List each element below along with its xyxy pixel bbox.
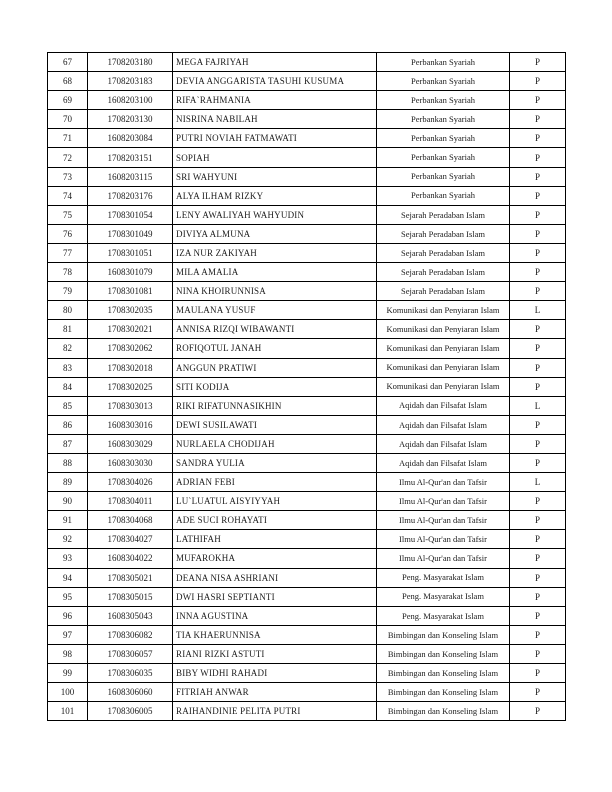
student-id-cell: 1708203130 xyxy=(88,110,173,129)
student-name-cell: BIBY WIDHI RAHADI xyxy=(173,664,377,683)
row-number-cell: 75 xyxy=(48,205,88,224)
student-name-cell: LATHIFAH xyxy=(173,530,377,549)
row-number-cell: 67 xyxy=(48,53,88,72)
row-number-cell: 73 xyxy=(48,167,88,186)
row-number-cell: 90 xyxy=(48,492,88,511)
program-cell: Aqidah dan Filsafat Islam xyxy=(377,415,510,434)
table-row xyxy=(48,625,566,644)
student-name-cell: DEANA NISA ASHRIANI xyxy=(173,568,377,587)
program-cell: Bimbingan dan Konseling Islam xyxy=(377,644,510,663)
gender-cell: P xyxy=(510,511,566,530)
student-name-cell: SOPIAH xyxy=(173,148,377,167)
student-id-cell: 1708203180 xyxy=(88,53,173,72)
gender-cell: P xyxy=(510,282,566,301)
gender-cell: P xyxy=(510,110,566,129)
student-name-cell: INNA AGUSTINA xyxy=(173,606,377,625)
student-id-cell: 1608203115 xyxy=(88,167,173,186)
gender-cell: P xyxy=(510,702,566,721)
student-id-cell: 1708302021 xyxy=(88,320,173,339)
table-row xyxy=(48,664,566,683)
gender-cell: P xyxy=(510,339,566,358)
student-name-cell: TIA KHAERUNNISA xyxy=(173,625,377,644)
table-row xyxy=(48,205,566,224)
table-row xyxy=(48,167,566,186)
program-cell: Bimbingan dan Konseling Islam xyxy=(377,683,510,702)
student-name-cell: MILA AMALIA xyxy=(173,263,377,282)
gender-cell: P xyxy=(510,91,566,110)
gender-cell: P xyxy=(510,148,566,167)
student-name-cell: DEWI SUSILAWATI xyxy=(173,415,377,434)
gender-cell: P xyxy=(510,205,566,224)
table-row xyxy=(48,377,566,396)
student-id-cell: 1708306005 xyxy=(88,702,173,721)
student-id-cell: 1708302025 xyxy=(88,377,173,396)
gender-cell: P xyxy=(510,644,566,663)
table-row xyxy=(48,358,566,377)
table-row xyxy=(48,511,566,530)
program-cell: Ilmu Al-Qur'an dan Tafsir xyxy=(377,473,510,492)
program-cell: Aqidah dan Filsafat Islam xyxy=(377,396,510,415)
table-row xyxy=(48,243,566,262)
gender-cell: P xyxy=(510,664,566,683)
student-name-cell: NURLAELA CHODIJAH xyxy=(173,434,377,453)
table-row xyxy=(48,148,566,167)
student-name-cell: ADRIAN FEBI xyxy=(173,473,377,492)
student-name-cell: RAIHANDINIE PELITA PUTRI xyxy=(173,702,377,721)
table-row xyxy=(48,53,566,72)
gender-cell: P xyxy=(510,492,566,511)
table-row xyxy=(48,91,566,110)
gender-cell: P xyxy=(510,568,566,587)
table-row xyxy=(48,568,566,587)
table-row xyxy=(48,415,566,434)
row-number-cell: 93 xyxy=(48,549,88,568)
program-cell: Peng. Masyarakat Islam xyxy=(377,568,510,587)
student-id-cell: 1708203176 xyxy=(88,186,173,205)
table-row xyxy=(48,683,566,702)
student-name-cell: NISRINA NABILAH xyxy=(173,110,377,129)
program-cell: Aqidah dan Filsafat Islam xyxy=(377,453,510,472)
student-id-cell: 1608301079 xyxy=(88,263,173,282)
row-number-cell: 72 xyxy=(48,148,88,167)
program-cell: Perbankan Syariah xyxy=(377,110,510,129)
program-cell: Perbankan Syariah xyxy=(377,72,510,91)
student-name-cell: RIFA`RAHMANIA xyxy=(173,91,377,110)
program-cell: Komunikasi dan Penyiaran Islam xyxy=(377,301,510,320)
student-id-cell: 1708302062 xyxy=(88,339,173,358)
gender-cell: P xyxy=(510,320,566,339)
table-row xyxy=(48,72,566,91)
student-name-cell: ANNISA RIZQI WIBAWANTI xyxy=(173,320,377,339)
table-row xyxy=(48,587,566,606)
student-id-cell: 1708306035 xyxy=(88,664,173,683)
table-row xyxy=(48,473,566,492)
gender-cell: P xyxy=(510,683,566,702)
student-name-cell: IZA NUR ZAKIYAH xyxy=(173,243,377,262)
program-cell: Aqidah dan Filsafat Islam xyxy=(377,434,510,453)
program-cell: Perbankan Syariah xyxy=(377,167,510,186)
table-body xyxy=(48,53,566,721)
program-cell: Sejarah Peradaban Islam xyxy=(377,205,510,224)
gender-cell: P xyxy=(510,167,566,186)
program-cell: Ilmu Al-Qur'an dan Tafsir xyxy=(377,492,510,511)
row-number-cell: 98 xyxy=(48,644,88,663)
program-cell: Bimbingan dan Konseling Islam xyxy=(377,664,510,683)
gender-cell: P xyxy=(510,243,566,262)
student-id-cell: 1608303016 xyxy=(88,415,173,434)
gender-cell: P xyxy=(510,625,566,644)
gender-cell: P xyxy=(510,263,566,282)
table-row xyxy=(48,453,566,472)
table-row xyxy=(48,110,566,129)
row-number-cell: 71 xyxy=(48,129,88,148)
row-number-cell: 86 xyxy=(48,415,88,434)
gender-cell: L xyxy=(510,473,566,492)
program-cell: Perbankan Syariah xyxy=(377,148,510,167)
student-id-cell: 1708302018 xyxy=(88,358,173,377)
table-row xyxy=(48,320,566,339)
program-cell: Sejarah Peradaban Islam xyxy=(377,282,510,301)
student-id-cell: 1708304011 xyxy=(88,492,173,511)
student-id-cell: 1708301051 xyxy=(88,243,173,262)
student-id-cell: 1708301054 xyxy=(88,205,173,224)
gender-cell: P xyxy=(510,53,566,72)
gender-cell: L xyxy=(510,301,566,320)
student-id-cell: 1608304022 xyxy=(88,549,173,568)
gender-cell: P xyxy=(510,453,566,472)
table-row xyxy=(48,301,566,320)
program-cell: Sejarah Peradaban Islam xyxy=(377,224,510,243)
row-number-cell: 100 xyxy=(48,683,88,702)
gender-cell: P xyxy=(510,358,566,377)
gender-cell: L xyxy=(510,396,566,415)
gender-cell: P xyxy=(510,186,566,205)
student-name-cell: MAULANA YUSUF xyxy=(173,301,377,320)
student-name-cell: DIVIYA ALMUNA xyxy=(173,224,377,243)
student-name-cell: FITRIAH ANWAR xyxy=(173,683,377,702)
student-name-cell: LU`LUATUL AISYIYYAH xyxy=(173,492,377,511)
student-name-cell: DWI HASRI SEPTIANTI xyxy=(173,587,377,606)
table-row xyxy=(48,434,566,453)
program-cell: Komunikasi dan Penyiaran Islam xyxy=(377,358,510,377)
student-name-cell: ALYA ILHAM RIZKY xyxy=(173,186,377,205)
table-row xyxy=(48,606,566,625)
student-name-cell: LENY AWALIYAH WAHYUDIN xyxy=(173,205,377,224)
program-cell: Sejarah Peradaban Islam xyxy=(377,263,510,282)
row-number-cell: 80 xyxy=(48,301,88,320)
gender-cell: P xyxy=(510,530,566,549)
row-number-cell: 89 xyxy=(48,473,88,492)
row-number-cell: 94 xyxy=(48,568,88,587)
student-id-cell: 1608203100 xyxy=(88,91,173,110)
row-number-cell: 99 xyxy=(48,664,88,683)
student-id-cell: 1708203183 xyxy=(88,72,173,91)
row-number-cell: 78 xyxy=(48,263,88,282)
student-name-cell: MEGA FAJRIYAH xyxy=(173,53,377,72)
student-id-cell: 1708203151 xyxy=(88,148,173,167)
row-number-cell: 97 xyxy=(48,625,88,644)
table-row xyxy=(48,282,566,301)
gender-cell: P xyxy=(510,129,566,148)
table-row xyxy=(48,339,566,358)
gender-cell: P xyxy=(510,377,566,396)
gender-cell: P xyxy=(510,549,566,568)
table-row xyxy=(48,396,566,415)
student-id-cell: 1608306060 xyxy=(88,683,173,702)
table-row xyxy=(48,702,566,721)
gender-cell: P xyxy=(510,72,566,91)
program-cell: Bimbingan dan Konseling Islam xyxy=(377,702,510,721)
program-cell: Ilmu Al-Qur'an dan Tafsir xyxy=(377,511,510,530)
program-cell: Sejarah Peradaban Islam xyxy=(377,243,510,262)
student-name-cell: SANDRA YULIA xyxy=(173,453,377,472)
row-number-cell: 95 xyxy=(48,587,88,606)
row-number-cell: 76 xyxy=(48,224,88,243)
row-number-cell: 83 xyxy=(48,358,88,377)
program-cell: Peng. Masyarakat Islam xyxy=(377,606,510,625)
student-id-cell: 1608305043 xyxy=(88,606,173,625)
table-row xyxy=(48,263,566,282)
program-cell: Ilmu Al-Qur'an dan Tafsir xyxy=(377,530,510,549)
program-cell: Komunikasi dan Penyiaran Islam xyxy=(377,339,510,358)
program-cell: Ilmu Al-Qur'an dan Tafsir xyxy=(377,549,510,568)
row-number-cell: 85 xyxy=(48,396,88,415)
row-number-cell: 68 xyxy=(48,72,88,91)
program-cell: Bimbingan dan Konseling Islam xyxy=(377,625,510,644)
student-id-cell: 1708305021 xyxy=(88,568,173,587)
gender-cell: P xyxy=(510,434,566,453)
student-id-cell: 1708304027 xyxy=(88,530,173,549)
table-row xyxy=(48,644,566,663)
student-roster-table xyxy=(47,52,566,721)
row-number-cell: 74 xyxy=(48,186,88,205)
student-id-cell: 1708304068 xyxy=(88,511,173,530)
student-name-cell: SRI WAHYUNI xyxy=(173,167,377,186)
student-id-cell: 1608303029 xyxy=(88,434,173,453)
row-number-cell: 91 xyxy=(48,511,88,530)
program-cell: Perbankan Syariah xyxy=(377,186,510,205)
student-name-cell: ROFIQOTUL JANAH xyxy=(173,339,377,358)
student-id-cell: 1708306057 xyxy=(88,644,173,663)
program-cell: Komunikasi dan Penyiaran Islam xyxy=(377,320,510,339)
gender-cell: P xyxy=(510,415,566,434)
table-row xyxy=(48,549,566,568)
student-id-cell: 1708301081 xyxy=(88,282,173,301)
student-id-cell: 1608203084 xyxy=(88,129,173,148)
student-id-cell: 1708305015 xyxy=(88,587,173,606)
table-row xyxy=(48,224,566,243)
row-number-cell: 81 xyxy=(48,320,88,339)
program-cell: Perbankan Syariah xyxy=(377,91,510,110)
student-id-cell: 1708306082 xyxy=(88,625,173,644)
row-number-cell: 77 xyxy=(48,243,88,262)
student-id-cell: 1708304026 xyxy=(88,473,173,492)
row-number-cell: 79 xyxy=(48,282,88,301)
student-name-cell: MUFAROKHA xyxy=(173,549,377,568)
program-cell: Perbankan Syariah xyxy=(377,53,510,72)
student-name-cell: ADE SUCI ROHAYATI xyxy=(173,511,377,530)
row-number-cell: 87 xyxy=(48,434,88,453)
student-id-cell: 1708301049 xyxy=(88,224,173,243)
table-row xyxy=(48,492,566,511)
table-row xyxy=(48,186,566,205)
row-number-cell: 96 xyxy=(48,606,88,625)
table-row xyxy=(48,530,566,549)
row-number-cell: 70 xyxy=(48,110,88,129)
student-name-cell: SITI KODIJA xyxy=(173,377,377,396)
student-name-cell: RIKI RIFATUNNASIKHIN xyxy=(173,396,377,415)
row-number-cell: 69 xyxy=(48,91,88,110)
student-name-cell: RIANI RIZKI ASTUTI xyxy=(173,644,377,663)
program-cell: Peng. Masyarakat Islam xyxy=(377,587,510,606)
student-id-cell: 1608303030 xyxy=(88,453,173,472)
row-number-cell: 101 xyxy=(48,702,88,721)
student-id-cell: 1708302035 xyxy=(88,301,173,320)
gender-cell: P xyxy=(510,606,566,625)
student-name-cell: NINA KHOIRUNNISA xyxy=(173,282,377,301)
row-number-cell: 92 xyxy=(48,530,88,549)
table-row xyxy=(48,129,566,148)
program-cell: Komunikasi dan Penyiaran Islam xyxy=(377,377,510,396)
student-name-cell: ANGGUN PRATIWI xyxy=(173,358,377,377)
student-name-cell: DEVIA ANGGARISTA TASUHI KUSUMA xyxy=(173,72,377,91)
student-name-cell: PUTRI NOVIAH FATMAWATI xyxy=(173,129,377,148)
row-number-cell: 84 xyxy=(48,377,88,396)
row-number-cell: 88 xyxy=(48,453,88,472)
student-id-cell: 1708303013 xyxy=(88,396,173,415)
gender-cell: P xyxy=(510,224,566,243)
row-number-cell: 82 xyxy=(48,339,88,358)
program-cell: Perbankan Syariah xyxy=(377,129,510,148)
gender-cell: P xyxy=(510,587,566,606)
